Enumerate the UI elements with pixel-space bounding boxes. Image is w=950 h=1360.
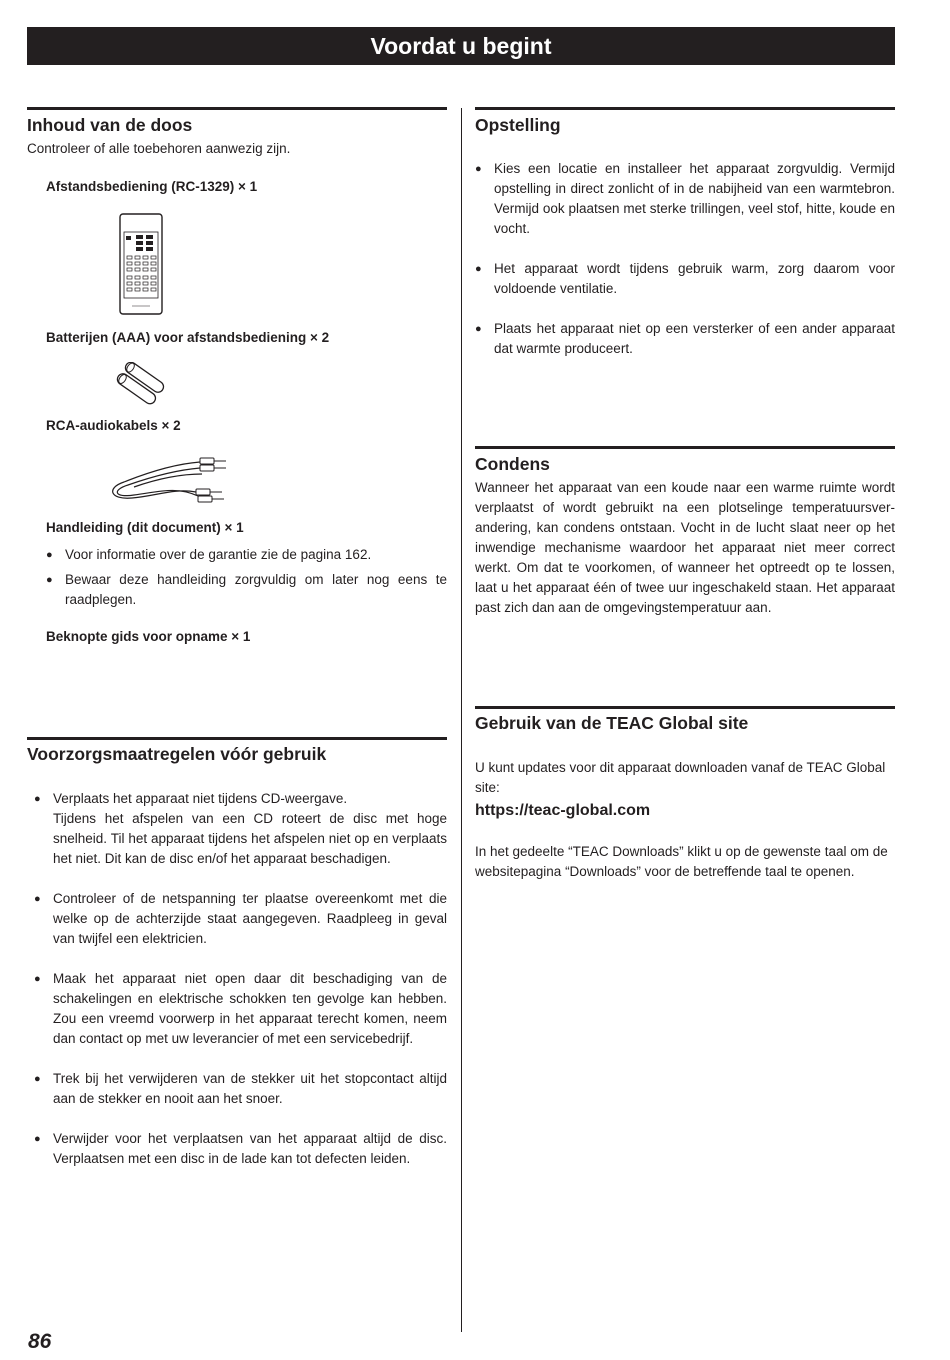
quickguide-label: Beknopte gids voor opname × 1 (46, 629, 251, 644)
page-number: 86 (28, 1330, 52, 1353)
precautions-list (34, 789, 447, 1189)
precautions-heading: Voorzorgsmaatregelen vóór gebruik (27, 744, 327, 764)
condensation-body: Wanneer het apparaat van een koude naar een warme ruimte wordt verplaatst of wordt gebruikt na een plotselinge temperatuursverandering, kan condens ontstaan. Vocht in de lucht slaat neer op het inwendige mechanisme waardoor het apparaat niet meer correct werkt. Om dat te voorkomen, of wanneer het optreedt op te lossen, laat u het apparaat één of twee uur ingeschakeld staan. Het apparaat past zich dan aan de omgevingstemperatuur aan. (475, 480, 895, 615)
list-item: ● Voor informatie over de garantie zie de pagina 162. (46, 545, 447, 565)
section-rule (475, 706, 895, 709)
list-item: ● Controleer of de netspanning ter plaatse overeenkomt met die welke op de achterzijde staat aangegeven. Raadpleeg in geval van twijfel een elektricien. (34, 889, 447, 949)
section-rule (27, 107, 447, 110)
list-item: ● Plaats het apparaat niet op een versterker of een ander apparaat dat warmte produceert. (475, 319, 895, 359)
batteries-illustration (112, 362, 170, 406)
list-item: ● Maak het apparaat niet open daar dit beschadiging van de schakelingen en elektrische schokken ten gevolge kan hebben. Zou een vreemd voorwerp in het apparaat terecht komen, neem dan contact op met uw leverancier of met een servicebedrijf. (34, 969, 447, 1049)
global-site-heading: Gebruik van de TEAC Global site (475, 713, 749, 733)
section-rule (475, 446, 895, 449)
setup-heading: Opstelling (475, 115, 561, 135)
condensation-heading: Condens (475, 454, 550, 474)
list-item: ● Verplaats het apparaat niet tijdens CD-weergave. Tijdens het afspelen van een CD roteert de disc met hoge snelheid. Til het apparaat tijdens het afspelen niet op en verplaats het niet. Dit kan de disc en/of het apparaat beschadigen. (34, 789, 447, 869)
cables-label: RCA-audiokabels × 2 (46, 418, 181, 433)
manual-notes-list (46, 545, 447, 610)
list-item: ● Trek bij het verwijderen van de stekker uit het stopcontact altijd aan de stekker en nooit aan het snoer. (34, 1069, 447, 1109)
global-site-intro: U kunt updates voor dit apparaat downloaden vanaf de TEAC Global site: (475, 760, 886, 795)
global-site-instructions: In het gedeelte “TEAC Downloads” klikt u op de gewenste taal om de websitepagina “Downloads” voor de betreffende taal te openen. (475, 844, 888, 879)
manual-label: Handleiding (dit document) × 1 (46, 520, 244, 535)
section-rule (475, 107, 895, 110)
remote-control-illustration (118, 212, 164, 316)
setup-list (475, 159, 895, 379)
list-item: ● Verwijder voor het verplaatsen van het apparaat altijd de disc. Verplaatsen met een disc in de lade kan tot defecten leiden. (34, 1129, 447, 1169)
column-divider (461, 108, 462, 1332)
section-rule (27, 737, 447, 740)
batteries-label: Batterijen (AAA) voor afstandsbediening × 2 (46, 330, 330, 345)
contents-heading: Inhoud van de doos (27, 115, 193, 135)
teac-global-link[interactable]: https://teac-global.com (475, 802, 651, 819)
rca-cables-illustration (104, 452, 236, 508)
list-item: ● Bewaar deze handleiding zorgvuldig om later nog eens te raadplegen. (46, 570, 447, 610)
list-item: ● Kies een locatie en installeer het apparaat zorgvuldig. Vermijd opstelling in direct zonlicht of in de nabijheid van een warmtebron. Vermijd ook plaatsen met sterke trillingen, veel stof, hitte, koude en vocht. (475, 159, 895, 239)
remote-label: Afstandsbediening (RC-1329) × 1 (46, 179, 258, 194)
list-item: ● Het apparaat wordt tijdens gebruik warm, zorg daarom voor voldoende ventilatie. (475, 259, 895, 299)
page-title: Voordat u begint (27, 27, 895, 65)
contents-intro: Controleer of alle toebehoren aanwezig zijn. (27, 141, 291, 156)
